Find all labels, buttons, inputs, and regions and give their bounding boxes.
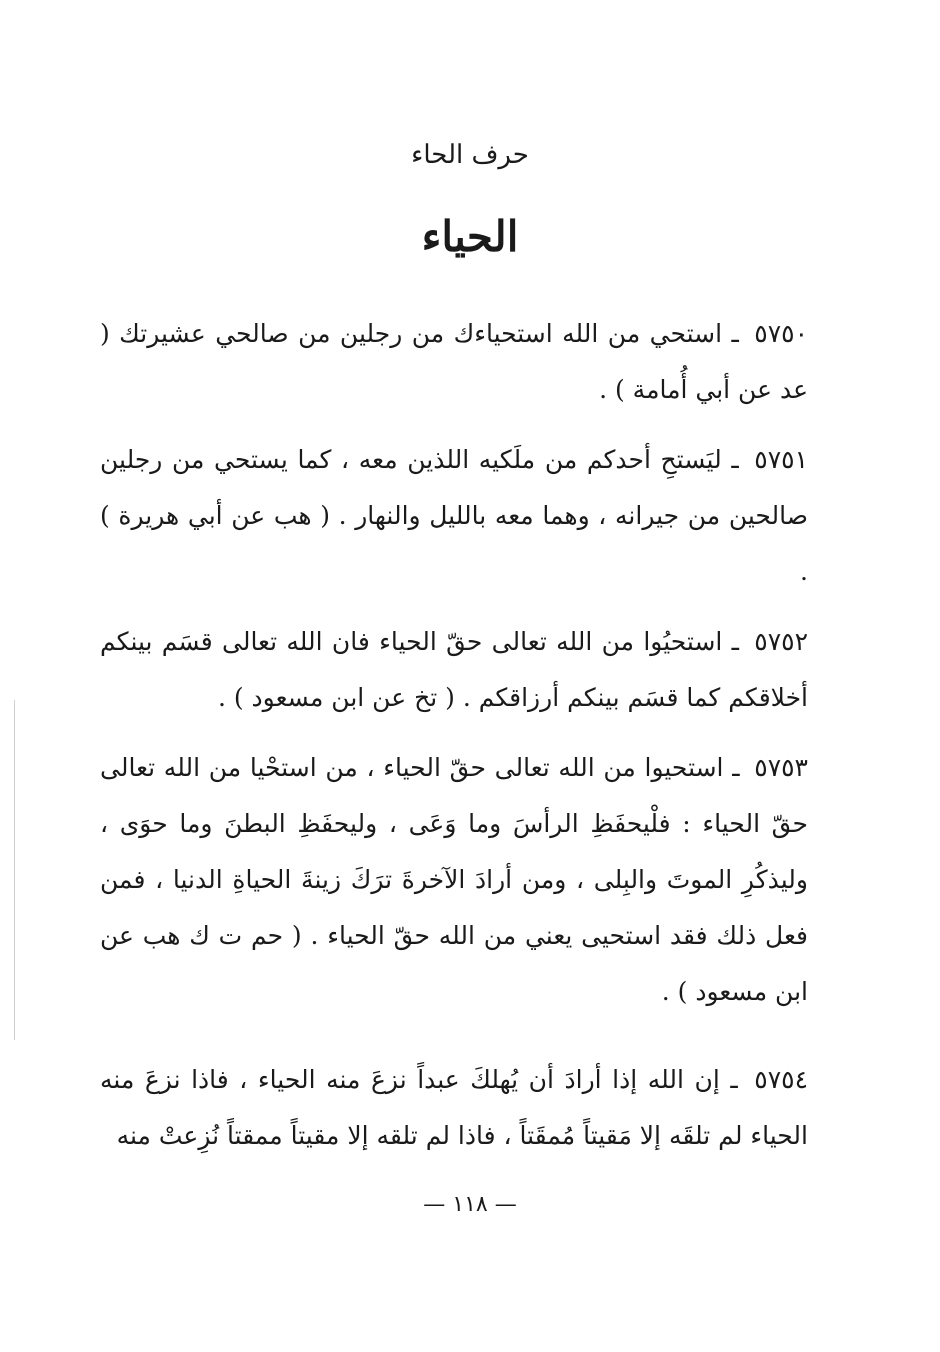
- page-number: — ١١٨ —: [423, 1192, 517, 1217]
- hadith-text: استحيوا من الله تعالى حقّ الحياء ، من استحْيا من الله تعالى حقّ الحياء : فلْيحفَظِ الرأسَ وما وَعَى ، وليحفَظِ البطنَ وما حوَى ، وليذكُرِ الموتَ والبِلى ، ومن أرادَ الآخرةَ ترَكَ زينةَ الحياةِ الدنيا ، فمن فعل ذلك فقد استحيى يعني من الله حقّ الحياء . ( حم ت ك هب عن ابن مسعود ) .: [100, 753, 808, 1006]
- hadith-number: ٥٧٥٢: [754, 627, 809, 656]
- section-title: الحياء: [421, 212, 519, 261]
- hadith-number: ٥٧٥٣: [754, 753, 808, 782]
- hadith-text: إن الله إذا أرادَ أن يُهلكَ عبداً نزعَ منه الحياء ، فاذا نزعَ منه الحياء لم تلقَه إلا مَقيتاً مُمقَتاً ، فاذا لم تلقه إلا مقيتاً ممقتاً نُزِعتْ منه: [100, 1065, 808, 1150]
- hadith-text: استحي من الله استحياءك من رجلين من صالحي عشيرتك ( عد عن أبي أُمامة ) .: [100, 319, 808, 404]
- hadith-number: ٥٧٥٤: [754, 1065, 808, 1094]
- hadith-5752: [100, 614, 808, 726]
- hadith-dash: ـ: [731, 319, 739, 348]
- hadith-dash: ـ: [730, 1065, 738, 1094]
- hadith-5753: [100, 740, 808, 1020]
- hadith-5754: [100, 1052, 808, 1164]
- hadith-text: ليَستحِ أحدكم من ملَكيه اللذين معه ، كما يستحي من رجلين صالحين من جيرانه ، وهما معه بالليل والنهار . ( هب عن أبي هريرة ) .: [100, 445, 808, 586]
- hadith-5750: [100, 306, 808, 418]
- hadith-number: ٥٧٥٠: [754, 319, 808, 348]
- hadith-5751: [100, 432, 808, 600]
- hadith-number: ٥٧٥١: [754, 445, 808, 474]
- chapter-heading: حرف الحاء: [411, 140, 529, 170]
- hadith-dash: ـ: [731, 445, 739, 474]
- hadith-text: استحيُوا من الله تعالى حقّ الحياء فان الله تعالى قسَم بينكم أخلاقكم كما قسَم بينكم أرزاقكم . ( تخ عن ابن مسعود ) .: [100, 627, 808, 712]
- hadith-dash: ـ: [732, 753, 740, 782]
- margin-line: [14, 700, 15, 1040]
- hadith-dash: ـ: [731, 627, 739, 656]
